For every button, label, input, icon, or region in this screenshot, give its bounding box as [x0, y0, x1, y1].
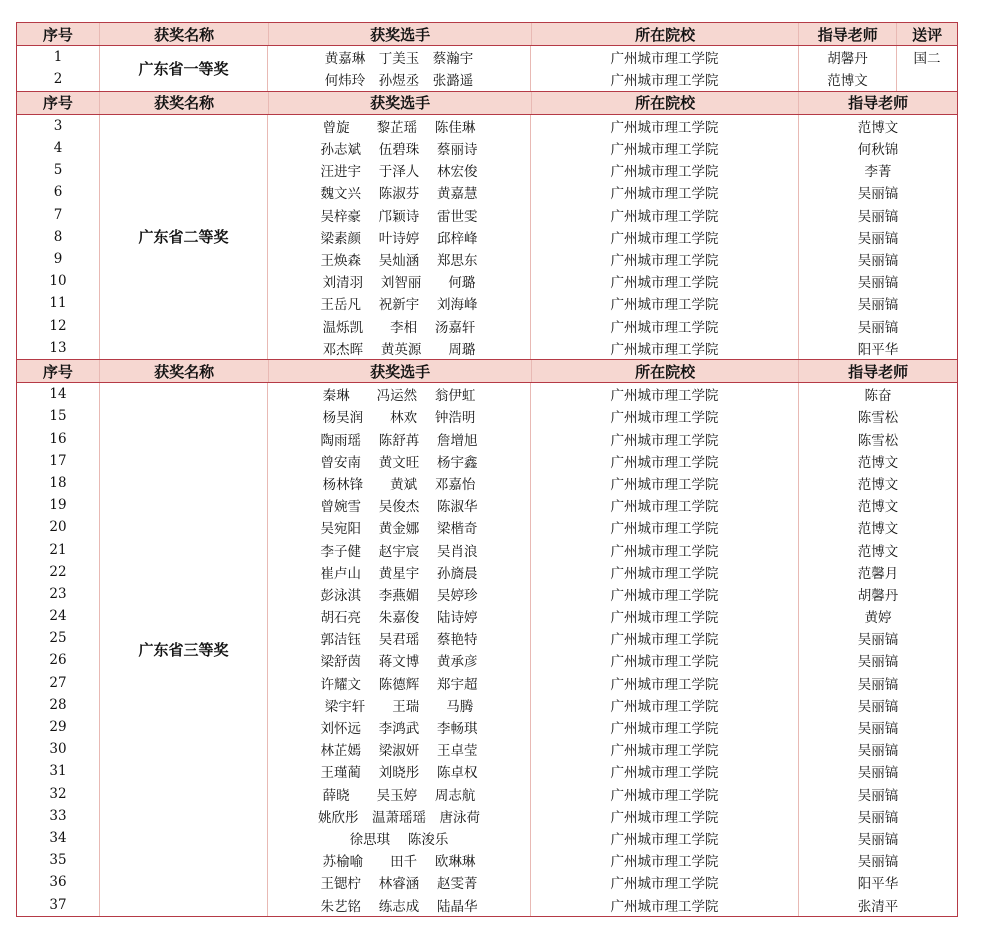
- school-name: 广州城市理工学院: [531, 694, 799, 716]
- contestant-names: 魏文兴 陈淑芬 黄嘉慧: [268, 181, 531, 203]
- contestant-names: 吴宛阳 黄金娜 梁楷奇: [268, 516, 531, 538]
- table-row: [268, 248, 957, 270]
- table-row: [268, 428, 957, 450]
- table-row: [268, 137, 957, 159]
- contestant-names: 梁宇轩 王瑞 马腾: [268, 694, 531, 716]
- teacher-name: 吴丽镐: [857, 721, 899, 738]
- table-row: [268, 538, 957, 560]
- contestant-names: 朱艺铭 练志成 陆晶华: [268, 893, 531, 915]
- table-row: [268, 405, 957, 427]
- table-row: [268, 760, 957, 782]
- row-number: 5: [17, 159, 100, 181]
- teacher-name: 吴丽镐: [857, 252, 899, 269]
- row-number: 14: [17, 383, 100, 405]
- number-column: [17, 115, 100, 359]
- teacher-name: 李菁: [864, 164, 892, 181]
- school-name: 广州城市理工学院: [531, 137, 799, 159]
- row-number: 31: [17, 760, 100, 782]
- contestant-names: 薛晓 吴玉婷 周志航: [268, 783, 531, 805]
- teacher-name: 吴丽镐: [857, 186, 899, 203]
- table-row: [268, 893, 957, 915]
- row-number: 28: [17, 694, 100, 716]
- contestant-names: 秦琳 冯运然 翁伊虹: [268, 383, 531, 405]
- contestant-names: 许耀文 陈德辉 郑宇超: [268, 672, 531, 694]
- school-name: 广州城市理工学院: [531, 405, 799, 427]
- contestant-names: 曾旋 黎芷瑶 陈佳琳: [268, 115, 531, 137]
- contestant-names: 邓杰晖 黄英源 周璐: [268, 337, 531, 359]
- table-row: [268, 292, 957, 314]
- section-body: [17, 46, 957, 90]
- teacher-name: 吴丽镐: [857, 654, 899, 671]
- table-row: [268, 314, 957, 336]
- row-number: 35: [17, 849, 100, 871]
- contestant-names: 王瑾蔺 刘晓彤 陈卓权: [268, 760, 531, 782]
- contestant-names: 梁舒茵 蒋文博 黄承彦: [268, 649, 531, 671]
- table-row: [268, 805, 957, 827]
- contestant-names: 徐思琪 陈浚乐: [268, 827, 531, 849]
- table-row: [268, 871, 957, 893]
- header-teacher: 指导老师: [799, 23, 897, 45]
- teacher-name: 吴丽镐: [857, 230, 899, 247]
- contestant-names: 杨林锋 黄斌 邓嘉怡: [268, 472, 531, 494]
- teacher-name: 范博文: [857, 454, 899, 471]
- school-name: 广州城市理工学院: [531, 738, 799, 760]
- table-row: [268, 783, 957, 805]
- teacher-name: 吴丽镐: [857, 698, 899, 715]
- send-evaluation: 国二: [913, 51, 941, 68]
- contestant-names: 崔卢山 黄星宇 孙旖晨: [268, 561, 531, 583]
- school-name: 广州城市理工学院: [531, 428, 799, 450]
- table-row: [268, 516, 957, 538]
- number-column: [17, 46, 100, 90]
- teacher-name: 范博文: [857, 119, 899, 136]
- contestant-names: 李子健 赵宇宸 吴肖浪: [268, 538, 531, 560]
- school-name: 广州城市理工学院: [531, 314, 799, 336]
- row-number: 30: [17, 738, 100, 760]
- header-num: 序号: [17, 92, 100, 114]
- send-evaluation: [897, 68, 957, 90]
- school-name: 广州城市理工学院: [531, 68, 799, 90]
- contestant-names: 温烁凯 李相 汤嘉轩: [268, 314, 531, 336]
- table-row: [268, 159, 957, 181]
- teacher-name: 张清平: [857, 898, 899, 915]
- school-name: 广州城市理工学院: [531, 46, 799, 68]
- header-award: 获奖名称: [100, 92, 270, 114]
- header-award: 获奖名称: [100, 360, 270, 382]
- teacher-name: 胡馨丹: [857, 587, 899, 604]
- table-row: [268, 561, 957, 583]
- header-send: 送评: [912, 25, 943, 44]
- teacher-name: 陈雪松: [857, 432, 899, 449]
- row-number: 27: [17, 672, 100, 694]
- header-teacher: 指导老师: [848, 94, 909, 113]
- row-number: 7: [17, 204, 100, 226]
- table-row: [268, 694, 957, 716]
- row-number: 21: [17, 538, 100, 560]
- row-number: 37: [17, 893, 100, 915]
- row-number: 11: [17, 292, 100, 314]
- header-school: 所在院校: [532, 360, 799, 382]
- teacher-name: 阳平华: [857, 876, 899, 893]
- school-name: 广州城市理工学院: [531, 561, 799, 583]
- table-row: [268, 450, 957, 472]
- teacher-name: 吴丽镐: [857, 743, 899, 760]
- header-teacher: 指导老师: [848, 362, 909, 381]
- teacher-name: 吴丽镐: [857, 809, 899, 826]
- school-name: 广州城市理工学院: [531, 204, 799, 226]
- contestant-names: 胡石亮 朱嘉俊 陆诗婷: [268, 605, 531, 627]
- number-column: [17, 383, 100, 916]
- section-body: [17, 115, 957, 359]
- row-number: 2: [17, 68, 100, 90]
- contestant-names: 林芷嫣 梁淑妍 王卓莹: [268, 738, 531, 760]
- table-row: [268, 716, 957, 738]
- row-number: 9: [17, 248, 100, 270]
- teacher-name: 吴丽镐: [857, 632, 899, 649]
- award-section: [16, 91, 958, 359]
- rest-columns: [268, 46, 957, 90]
- section-body: [17, 383, 957, 916]
- table-row: [268, 68, 957, 90]
- rest-columns: [268, 115, 957, 359]
- teacher-name: 吴丽镐: [857, 208, 899, 225]
- school-name: 广州城市理工学院: [531, 605, 799, 627]
- row-number: 6: [17, 181, 100, 203]
- row-number: 17: [17, 450, 100, 472]
- table-row: [268, 672, 957, 694]
- award-name: 广东省三等奖: [100, 383, 268, 916]
- rest-columns: [268, 383, 957, 916]
- contestant-names: 梁素颜 叶诗婷 邱梓峰: [268, 226, 531, 248]
- school-name: 广州城市理工学院: [531, 716, 799, 738]
- school-name: 广州城市理工学院: [531, 538, 799, 560]
- row-number: 1: [17, 46, 100, 68]
- school-name: 广州城市理工学院: [531, 583, 799, 605]
- award-name: 广东省一等奖: [100, 46, 268, 90]
- row-number: 8: [17, 226, 100, 248]
- teacher-name: 吴丽镐: [857, 787, 899, 804]
- row-number: 23: [17, 583, 100, 605]
- teacher-name: 范博文: [857, 476, 899, 493]
- row-number: 20: [17, 516, 100, 538]
- award-section: [16, 359, 958, 917]
- contestant-names: 曾安南 黄文旺 杨宇鑫: [268, 450, 531, 472]
- teacher-name: 陈雪松: [857, 410, 899, 427]
- award-section: [16, 22, 958, 91]
- table-row: [268, 115, 957, 137]
- teacher-name: 吴丽镐: [857, 676, 899, 693]
- table-row: [268, 605, 957, 627]
- school-name: 广州城市理工学院: [531, 871, 799, 893]
- award-name: 广东省二等奖: [100, 115, 268, 359]
- row-number: 15: [17, 405, 100, 427]
- table-row: [268, 337, 957, 359]
- table-row: [268, 204, 957, 226]
- school-name: 广州城市理工学院: [531, 181, 799, 203]
- teacher-name: 吴丽镐: [857, 854, 899, 871]
- table-row: [268, 226, 957, 248]
- header-row: [17, 360, 957, 383]
- teacher-name: 阳平华: [857, 341, 899, 358]
- school-name: 广州城市理工学院: [531, 270, 799, 292]
- teacher-name: 陈奋: [864, 388, 892, 405]
- contestant-names: 曾婉雪 吴俊杰 陈淑华: [268, 494, 531, 516]
- header-school: 所在院校: [532, 92, 799, 114]
- row-number: 34: [17, 827, 100, 849]
- header-names: 获奖选手: [269, 360, 531, 382]
- contestant-names: 吴梓豪 邝颖诗 雷世雯: [268, 204, 531, 226]
- teacher-name: 范博文: [857, 499, 899, 516]
- row-number: 36: [17, 871, 100, 893]
- contestant-names: 王锶柠 林睿涵 赵雯菁: [268, 871, 531, 893]
- contestant-names: 郭洁钰 吴君瑶 蔡艳特: [268, 627, 531, 649]
- teacher-name: 范馨月: [857, 565, 899, 582]
- school-name: 广州城市理工学院: [531, 516, 799, 538]
- school-name: 广州城市理工学院: [531, 337, 799, 359]
- contestant-names: 孙志斌 伍碧珠 蔡丽诗: [268, 137, 531, 159]
- contestant-names: 刘清羽 刘智丽 何璐: [268, 270, 531, 292]
- row-number: 19: [17, 494, 100, 516]
- teacher-name: 何秋锦: [857, 142, 899, 159]
- contestant-names: 黄嘉琳 丁美玉 蔡瀚宇: [268, 46, 531, 68]
- school-name: 广州城市理工学院: [531, 226, 799, 248]
- school-name: 广州城市理工学院: [531, 893, 799, 915]
- school-name: 广州城市理工学院: [531, 627, 799, 649]
- school-name: 广州城市理工学院: [531, 450, 799, 472]
- table-row: [268, 472, 957, 494]
- table-row: [268, 46, 957, 68]
- contestant-names: 苏榆喻 田千 欧琳琳: [268, 849, 531, 871]
- school-name: 广州城市理工学院: [531, 783, 799, 805]
- header-names: 获奖选手: [269, 92, 531, 114]
- header-award: 获奖名称: [100, 23, 270, 45]
- school-name: 广州城市理工学院: [531, 159, 799, 181]
- school-name: 广州城市理工学院: [531, 827, 799, 849]
- table-row: [268, 583, 957, 605]
- table-row: [268, 827, 957, 849]
- teacher-name: 吴丽镐: [857, 297, 899, 314]
- contestant-names: 彭泳淇 李燕媚 吴婷珍: [268, 583, 531, 605]
- school-name: 广州城市理工学院: [531, 805, 799, 827]
- header-row: [17, 23, 957, 46]
- table-row: [268, 270, 957, 292]
- row-number: 29: [17, 716, 100, 738]
- header-num: 序号: [17, 360, 100, 382]
- row-number: 24: [17, 605, 100, 627]
- table-row: [268, 494, 957, 516]
- teacher-name: 范博文: [799, 68, 897, 90]
- table-row: [268, 627, 957, 649]
- row-number: 18: [17, 472, 100, 494]
- teacher-name: 吴丽镐: [857, 831, 899, 848]
- contestant-names: 陶雨瑶 陈舒苒 詹增旭: [268, 428, 531, 450]
- teacher-name: 吴丽镐: [857, 319, 899, 336]
- school-name: 广州城市理工学院: [531, 672, 799, 694]
- row-number: 12: [17, 314, 100, 336]
- teacher-name: 黄婷: [864, 610, 892, 627]
- school-name: 广州城市理工学院: [531, 494, 799, 516]
- awards-table: [16, 22, 958, 917]
- table-row: [268, 849, 957, 871]
- contestant-names: 王焕森 吴灿涵 郑思东: [268, 248, 531, 270]
- row-number: 26: [17, 649, 100, 671]
- school-name: 广州城市理工学院: [531, 649, 799, 671]
- header-row: [17, 92, 957, 115]
- row-number: 13: [17, 337, 100, 359]
- school-name: 广州城市理工学院: [531, 248, 799, 270]
- header-school: 所在院校: [532, 23, 799, 45]
- row-number: 4: [17, 137, 100, 159]
- row-number: 33: [17, 805, 100, 827]
- row-number: 10: [17, 270, 100, 292]
- table-row: [268, 181, 957, 203]
- teacher-name: 吴丽镐: [857, 765, 899, 782]
- header-names: 获奖选手: [269, 23, 531, 45]
- contestant-names: 汪进宇 于泽人 林宏俊: [268, 159, 531, 181]
- row-number: 22: [17, 561, 100, 583]
- contestant-names: 王岳凡 祝新宇 刘海峰: [268, 292, 531, 314]
- teacher-name: 吴丽镐: [857, 275, 899, 292]
- contestant-names: 何炜玲 孙煜丞 张潞遥: [268, 68, 531, 90]
- table-row: [268, 383, 957, 405]
- contestant-names: 姚欣彤 温萧瑶瑶 唐泳荷: [268, 805, 531, 827]
- school-name: 广州城市理工学院: [531, 472, 799, 494]
- table-row: [268, 738, 957, 760]
- teacher-name: 范博文: [857, 521, 899, 538]
- contestant-names: 刘怀远 李鸿武 李畅琪: [268, 716, 531, 738]
- table-row: [268, 649, 957, 671]
- school-name: 广州城市理工学院: [531, 292, 799, 314]
- school-name: 广州城市理工学院: [531, 115, 799, 137]
- row-number: 16: [17, 428, 100, 450]
- school-name: 广州城市理工学院: [531, 849, 799, 871]
- school-name: 广州城市理工学院: [531, 383, 799, 405]
- contestant-names: 杨昊润 林欢 钟浩明: [268, 405, 531, 427]
- row-number: 25: [17, 627, 100, 649]
- teacher-name: 胡馨丹: [799, 46, 897, 68]
- school-name: 广州城市理工学院: [531, 760, 799, 782]
- row-number: 3: [17, 115, 100, 137]
- header-num: 序号: [17, 23, 100, 45]
- teacher-name: 范博文: [857, 543, 899, 560]
- row-number: 32: [17, 783, 100, 805]
